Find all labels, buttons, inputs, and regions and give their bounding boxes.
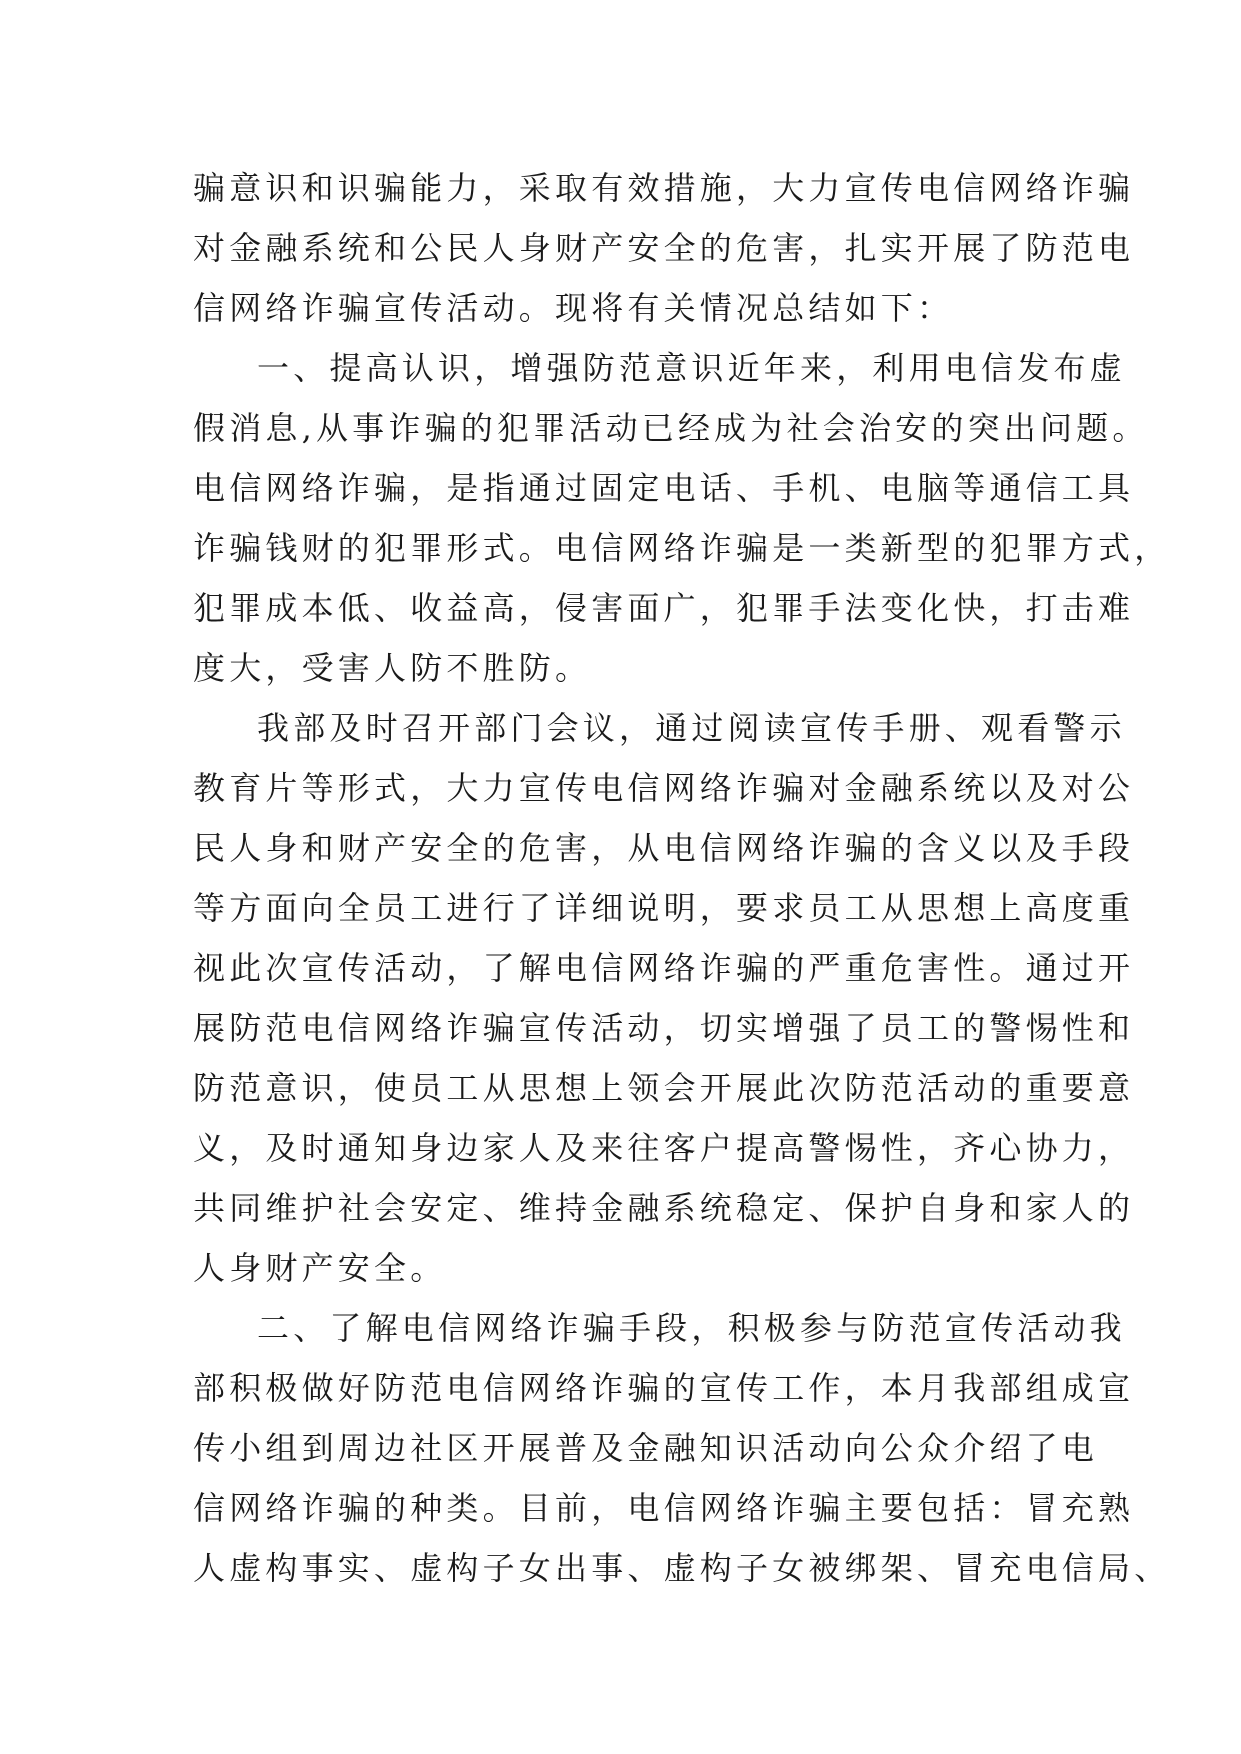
text-line: 部积极做好防范电信网络诈骗的宣传工作，本月我部组成宣 [193, 1369, 1135, 1407]
text-line: 防范意识，使员工从思想上领会开展此次防范活动的重要意 [193, 1069, 1135, 1107]
text-line: 民人身和财产安全的危害，从电信网络诈骗的含义以及手段 [193, 829, 1135, 867]
text-line: 骗意识和识骗能力，采取有效措施，大力宣传电信网络诈骗 [193, 169, 1135, 207]
text-line: 共同维护社会安定、维持金融系统稳定、保护自身和家人的 [193, 1189, 1135, 1227]
paragraph-first-line: 我部及时召开部门会议，通过阅读宣传手册、观看警示 [257, 709, 1126, 747]
paragraph-first-line: 二、了解电信网络诈骗手段，积极参与防范宣传活动我 [257, 1309, 1126, 1347]
text-line: 诈骗钱财的犯罪形式。电信网络诈骗是一类新型的犯罪方式， [193, 529, 1171, 567]
text-line: 信网络诈骗的种类。目前，电信网络诈骗主要包括：冒充熟 [193, 1489, 1135, 1527]
text-line: 义，及时通知身边家人及来往客户提高警惕性，齐心协力， [193, 1129, 1135, 1167]
text-line: 度大，受害人防不胜防。 [193, 649, 592, 687]
text-line: 信网络诈骗宣传活动。现将有关情况总结如下： [193, 289, 954, 327]
text-line: 人身财产安全。 [193, 1249, 447, 1287]
text-line: 视此次宣传活动，了解电信网络诈骗的严重危害性。通过开 [193, 949, 1135, 987]
text-line: 教育片等形式，大力宣传电信网络诈骗对金融系统以及对公 [193, 769, 1135, 807]
text-line: 犯罪成本低、收益高，侵害面广，犯罪手法变化快，打击难 [193, 589, 1135, 627]
text-line: 电信网络诈骗，是指通过固定电话、手机、电脑等通信工具 [193, 469, 1135, 507]
text-line: 等方面向全员工进行了详细说明，要求员工从思想上高度重 [193, 889, 1135, 927]
text-line: 对金融系统和公民人身财产安全的危害，扎实开展了防范电 [193, 229, 1135, 267]
text-line: 传小组到周边社区开展普及金融知识活动向公众介绍了电 [193, 1429, 1099, 1467]
document-body [193, 158, 1171, 1598]
text-line: 展防范电信网络诈骗宣传活动，切实增强了员工的警惕性和 [193, 1009, 1135, 1047]
text-line: 人虚构事实、虚构子女出事、虚构子女被绑架、冒充电信局、 [193, 1549, 1171, 1587]
paragraph-first-line: 一、提高认识，增强防范意识近年来，利用电信发布虚 [257, 349, 1126, 387]
text-line: 假消息,从事诈骗的犯罪活动已经成为社会治安的突出问题。 [193, 409, 1149, 447]
